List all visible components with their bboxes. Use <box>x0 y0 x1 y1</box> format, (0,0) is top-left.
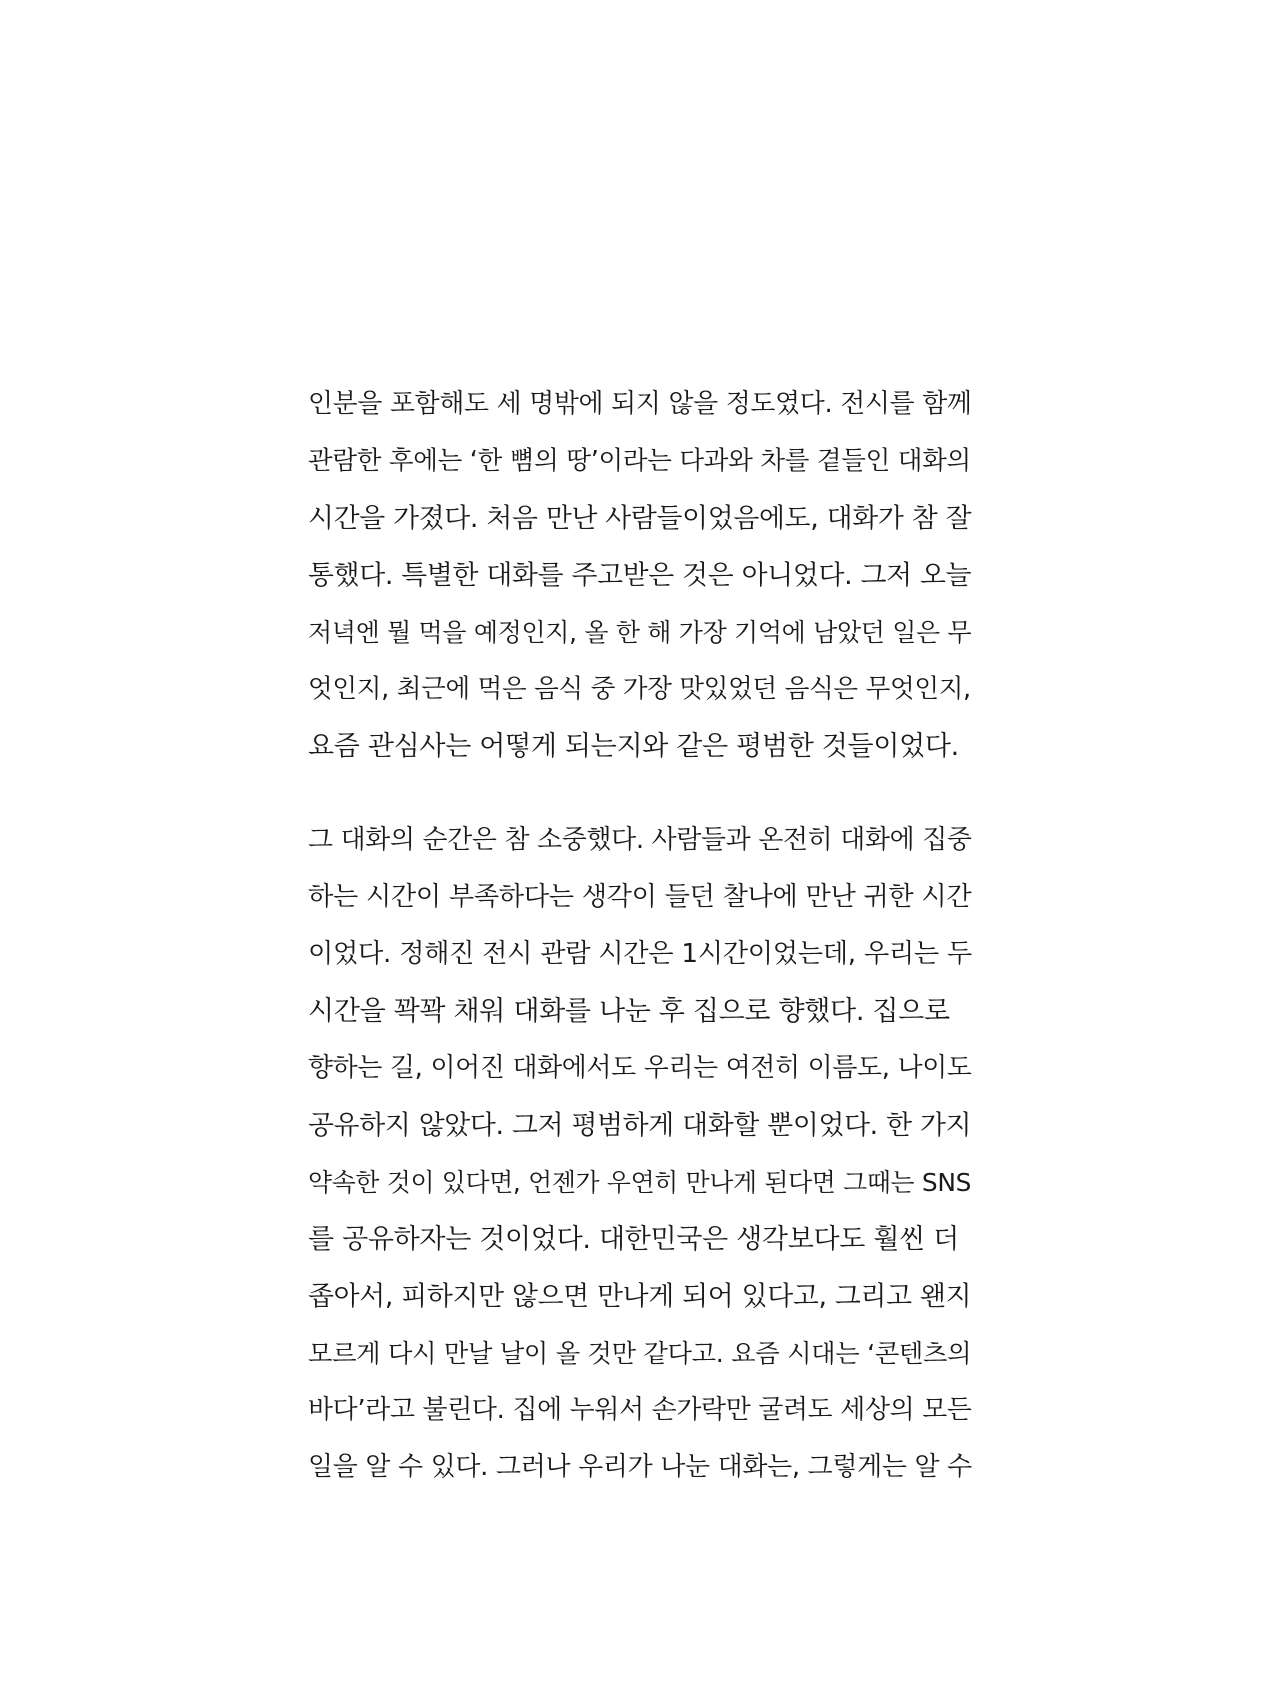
text-line: 좁아서, 피하지만 않으면 만나게 되어 있다고, 그리고 왠지 <box>308 1281 972 1312</box>
text-line: 일을 알 수 있다. 그러나 우리가 나눈 대화는, 그렇게는 알 수 <box>308 1452 972 1482</box>
text-line: 향하는 길, 이어진 대화에서도 우리는 여전히 이름도, 나이도 <box>308 1053 972 1083</box>
text-line: 시간을 꽉꽉 채워 대화를 나눈 후 집으로 향했다. 집으로 <box>308 996 950 1027</box>
text-line: 약속한 것이 있다면, 언젠가 우연히 만나게 된다면 그때는 SNS <box>308 1168 972 1197</box>
text-line: 엇인지, 최근에 먹은 음식 중 가장 맛있었던 음식은 무엇인지, <box>308 674 971 704</box>
text-line: 이었다. 정해진 전시 관람 시간은 1시간이었는데, 우리는 두 <box>308 939 972 969</box>
text-line: 그 대화의 순간은 참 소중했다. 사람들과 온전히 대화에 집중 <box>308 825 972 855</box>
text-line: 시간을 가졌다. 처음 만난 사람들이었음에도, 대화가 참 잘 <box>308 503 972 534</box>
text-line: 하는 시간이 부족하다는 생각이 들던 찰나에 만난 귀한 시간 <box>308 882 972 912</box>
text-line: 를 공유하자는 것이었다. 대한민국은 생각보다도 훨씬 더 <box>308 1224 959 1255</box>
paragraph-1 <box>308 376 972 775</box>
text-line: 인분을 포함해도 세 명밖에 되지 않을 정도였다. 전시를 함께 <box>308 389 972 419</box>
text-line: 바다’라고 불린다. 집에 누워서 손가락만 굴려도 세상의 모든 <box>308 1395 972 1425</box>
text-line: 관람한 후에는 ‘한 뼘의 땅’이라는 다과와 차를 곁들인 대화의 <box>308 446 971 476</box>
text-line: 저녁엔 뭘 먹을 예정인지, 올 한 해 가장 기억에 남았던 일은 무 <box>308 618 972 647</box>
text-line: 모르게 다시 만날 날이 올 것만 같다고. 요즘 시대는 ‘콘텐츠의 <box>308 1339 972 1368</box>
text-line: 요즘 관심사는 어떻게 되는지와 같은 평범한 것들이었다. <box>308 731 959 762</box>
paragraph-2 <box>308 812 972 1496</box>
text-line: 공유하지 않았다. 그저 평범하게 대화할 뿐이었다. 한 가지 <box>308 1110 972 1141</box>
text-line: 통했다. 특별한 대화를 주고받은 것은 아니었다. 그저 오늘 <box>308 560 972 591</box>
